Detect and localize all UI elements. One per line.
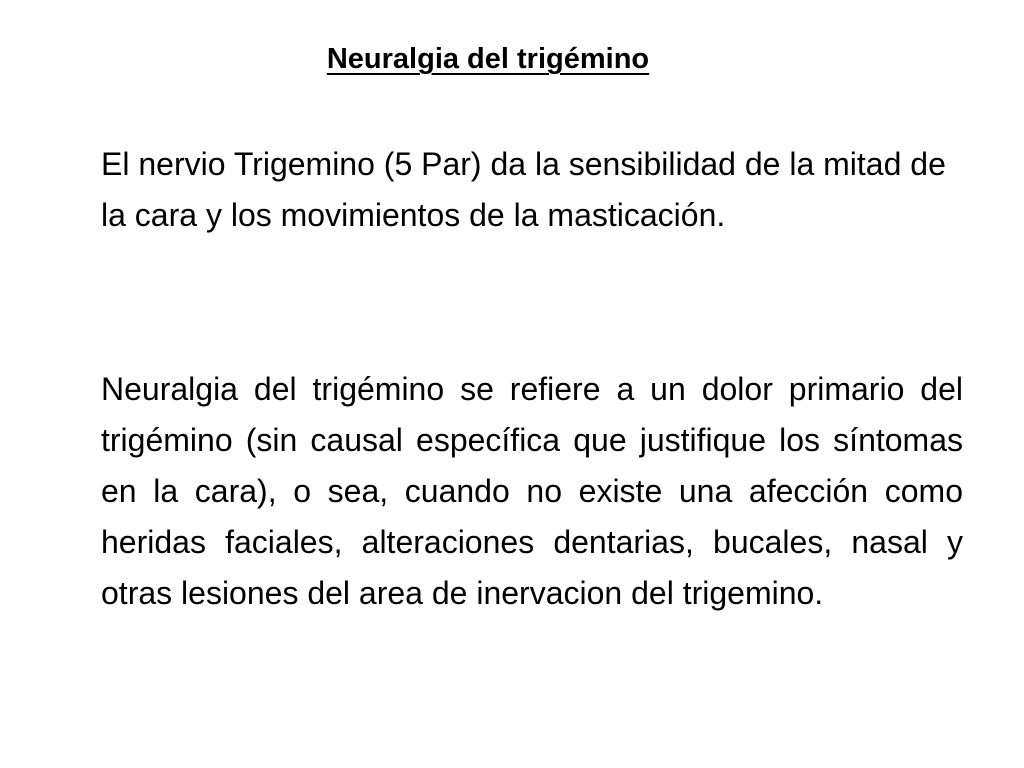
paragraph-definition: El nervio Trigemino (5 Par) da la sensibilidad de la mitad de la cara y los movimientos de la masticación. <box>101 146 946 233</box>
paragraph-description: Neuralgia del trigémino se refiere a un dolor primario del trigémino (sin causal específica que justifique los síntomas en la cara), o sea, cuando no existe una afección como heridas faciales, alteraciones dentarias, bucales, nasal y otras lesiones del area de inervacion del trigemino. <box>101 371 963 611</box>
slide-title: Neuralgia del trigémino <box>326 43 650 75</box>
